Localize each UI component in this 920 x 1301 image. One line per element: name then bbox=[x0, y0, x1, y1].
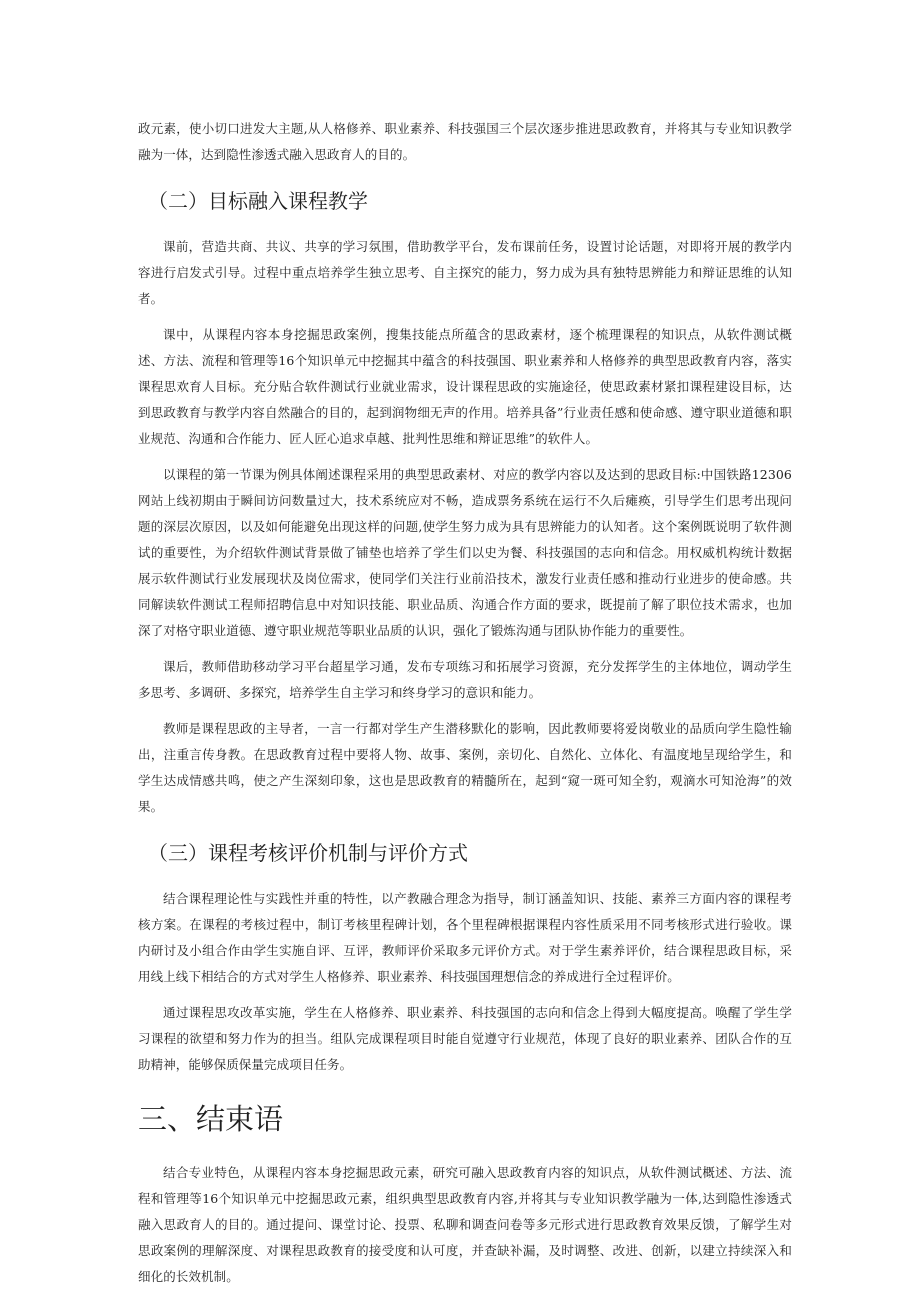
chapter-heading-conclusion: 三、结束语 bbox=[138, 1102, 284, 1136]
paragraph-after-class: 课后，教师借助移动学习平台超星学习通，发布专项练习和拓展学习资源，充分发挥学生的主体地位，调动学生多思考、多调研、多探究，培养学生自主学习和终身学习的意识和能力。 bbox=[138, 659, 792, 700]
document-body bbox=[138, 116, 792, 1290]
paragraph-assessment-plan: 结合课程理论性与实践性并重的特性，以产教融合理念为指导，制订涵盖知识、技能、素养三方面内容的课程考核方案。在课程的考核过程中，制订考核里程碑计划，各个里程碑根据课程内容性质采用不同考核形式进行验收。课内研讨及小组合作由学生实施自评、互评，教师评价采取多元评价方式。对于学生素养评价，结合课程思政目标，采用线上线下相结合的方式对学生人格修养、职业素养、科技强国理想信念的养成进行全过程评价。 bbox=[138, 891, 792, 984]
continuation-paragraph: 政元素，使小切口进发大主题,从人格修养、职业素养、科技强国三个层次逐步推进思政教育，并将其与专业知识教学融为一体，达到隐性渗透式融入思政育人的目的。 bbox=[138, 121, 792, 162]
paragraph-reform-results: 通过课程思攻改革实施，学生在人格修养、职业素养、科技强国的志向和信念上得到大幅度提高。唤醒了学生学习课程的欲望和努力作为的担当。组队完成课程项目时能自觉遵守行业规范，体现了良好的职业素养、团队合作的互助精神，能够保质保量完成项目任务。 bbox=[138, 1005, 792, 1072]
paragraph-case-example: 以课程的第一节课为例具体阐述课程采用的典型思政素材、对应的教学内容以及达到的思政目标:中国铁路12306网站上线初期由于瞬间访问数量过大，技术系统应对不畅，造成票务系统在运行不久后瘫痪，引导学生们思考出现问题的深层次原因，以及如何能避免出现这样的问题,使学生努力成为具有思辨能力的认知者。这个案例既说明了软件测试的重要性，为介绍软件测试背景做了铺垫也培养了学生们以史为餐、科技强国的志向和信念。用权威机构统计数据展示软件测试行业发展现状及岗位需求，使同学们关注行业前沿技术，激发行业责任感和推动行业进步的使命感。共同解读软件测试工程师招聘信息中对知识技能、职业品质、沟通合作方面的要求，既提前了解了职位技术需求，也加深了对格守职业道德、遵守职业规范等职业品质的认识，强化了锻炼沟通与团队协作能力的重要性。 bbox=[138, 467, 792, 638]
section-heading-2: （二）目标融入课程教学 bbox=[148, 189, 368, 213]
paragraph-in-class: 课中，从课程内容本身挖掘思政案例，搜集技能点所蕴含的思政素材，逐个梳理课程的知识点，从软件测试概述、方法、流程和管理等16个知识单元中挖掘其中蕴含的科技强国、职业素养和人格修养的典型思政教育内容，落实课程思欢育人目标。充分贴合软件测试行业就业需求，设计课程思政的实施途径，使思政素材紧扣课程建设目标，达到思政教育与教学内容自然融合的目的，起到润物细无声的作用。培养具备”行业责任感和使命感、遵守职业道德和职业规范、沟通和合作能力、匠人匠心追求卓越、批判性思维和辩证思维”的软件人。 bbox=[138, 327, 792, 446]
section-heading-3: （三）课程考核评价机制与评价方式 bbox=[148, 841, 468, 865]
paragraph-teacher-role: 教师是课程思政的主导者，一言一行都对学生产生潜移默化的影响，因此教师要将爱岗敬业的品质向学生隐性输出，注重言传身教。在思政教育过程中要将人物、故事、案例，亲切化、自然化、立体化、有温度地呈现给学生，和学生达成情感共鸣，使之产生深刻印象，这也是思政教育的精髓所在，起到“窥一斑可知全豹，观滴水可知沧海”的效果。 bbox=[138, 721, 792, 814]
paragraph-before-class: 课前，营造共商、共议、共享的学习氛围，借助教学平台，发布课前任务，设置讨论话题，对即将开展的教学内容进行启发式引导。过程中重点培养学生独立思考、自主探究的能力，努力成为具有独特思辨能力和辩证思维的认知者。 bbox=[138, 239, 792, 306]
paragraph-conclusion: 结合专业特色，从课程内容本身挖掘思政元素，研究可融入思政教育内容的知识点，从软件测试概述、方法、流程和管理等16个知识单元中挖掘思政元素，组织典型思政教育内容,并将其与专业知识教学融为一体,达到隐性渗透式融入思政育人的目的。通过提问、课堂讨论、投票、私聊和调查问卷等多元形式进行思政教育效果反馈，了解学生对思政案例的理解深度、对课程思政教育的接受度和认可度，并查缺补漏，及时调整、改进、创新，以建立持续深入和细化的长效机制。 bbox=[138, 1165, 792, 1284]
